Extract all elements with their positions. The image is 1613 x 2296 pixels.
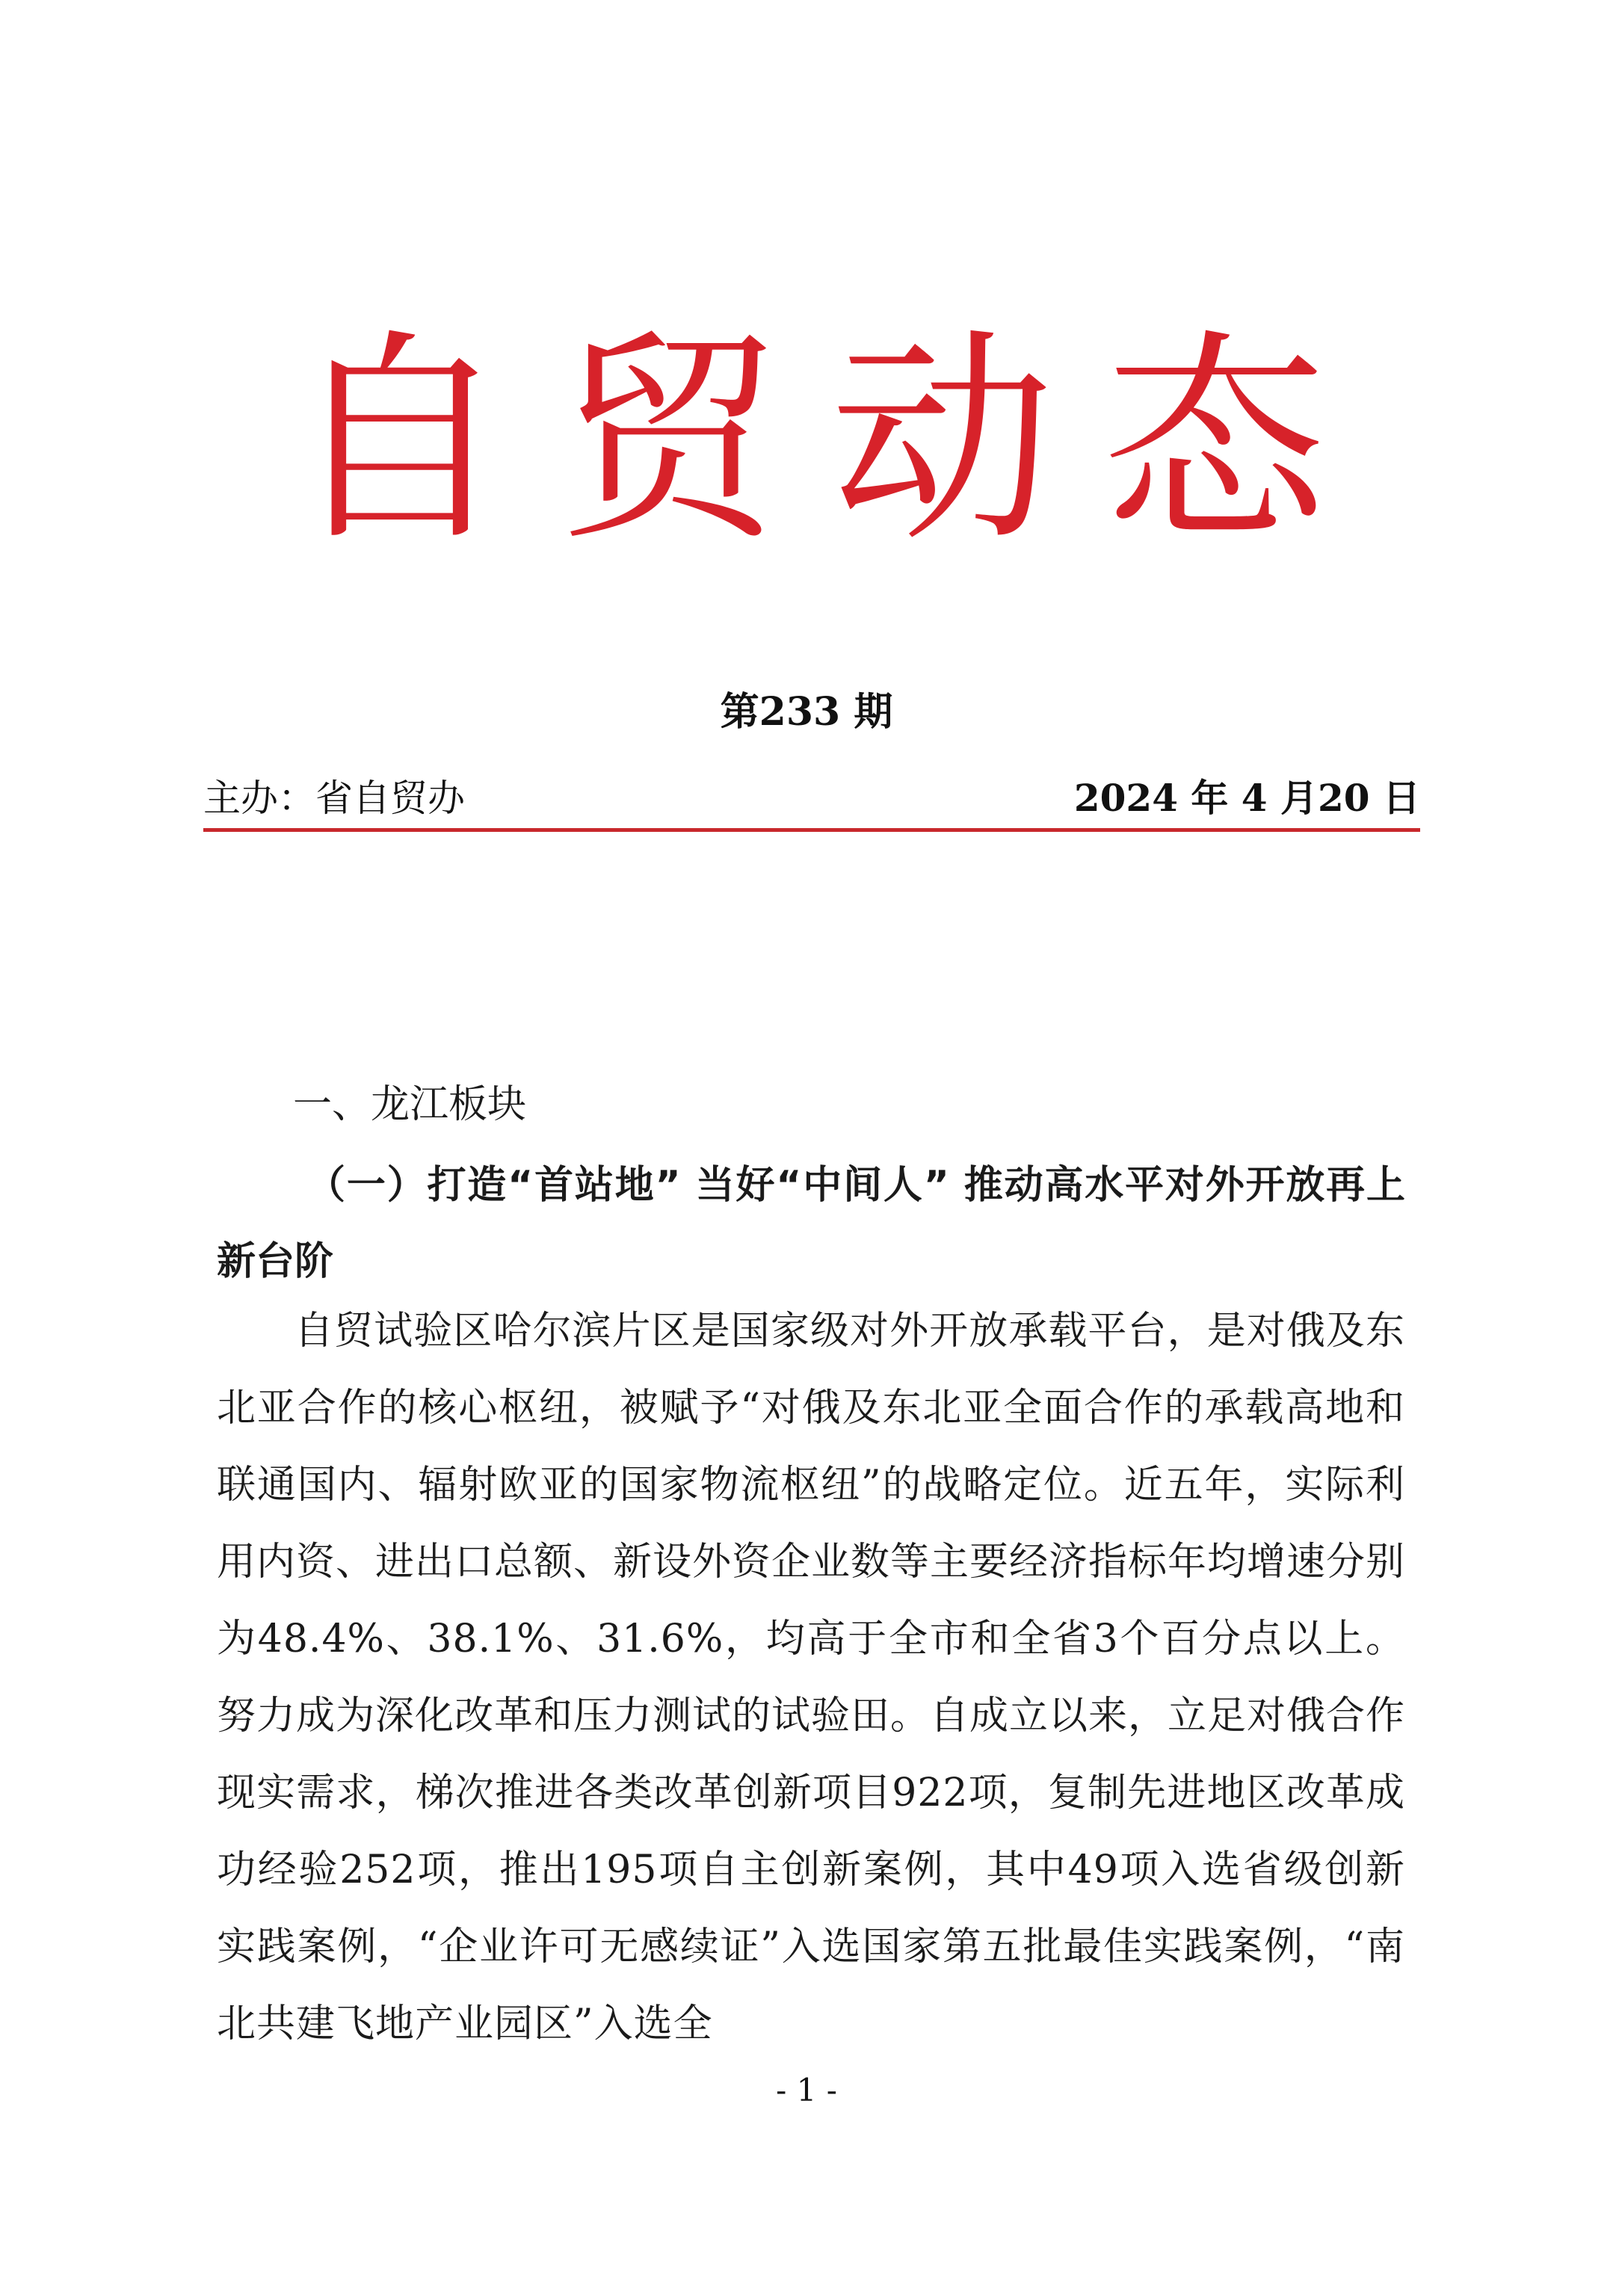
issue-date: 2024 年 4 月20 日 <box>1073 776 1420 820</box>
header-row <box>203 768 1420 822</box>
sub-title: （一）打造“首站地” 当好“中间人” 推动高水平对外开放再上新台阶 <box>217 1163 1405 1284</box>
header-divider <box>203 828 1420 832</box>
page-number: - 1 - <box>776 2072 837 2108</box>
body-paragraph: 自贸试验区哈尔滨片区是国家级对外开放承载平台，是对俄及东北亚合作的核心枢纽，被赋予“对俄及东北亚全面合作的承载高地和联通国内、辐射欧亚的国家物流枢纽”的战略定位。近五年，实际利用内资、进出口总额、新设外资企业数等主要经济指标年均增速分别为48.4%、38.1%、31.6%，均高于全市和全省3个百分点以上。努力成为深化改革和压力测试的试验田。自成立以来，立足对俄合作现实需求，梯次推进各类改革创新项目922项，复制先进地区改革成功经验252项，推出195项自主创新案例，其中49项入选省级创新实践案例，“企业许可无感续证”入选国家第五批最佳实践案例，“南北共建飞地产业园区”入选全 <box>217 1309 1406 2046</box>
issue-number: 第233 期 <box>720 689 893 735</box>
section-title: 一、龙江板块 <box>293 1082 527 1127</box>
sponsor-label: 主办：省自贸办 <box>203 777 465 820</box>
masthead-title: 自贸动态 <box>286 310 1375 571</box>
